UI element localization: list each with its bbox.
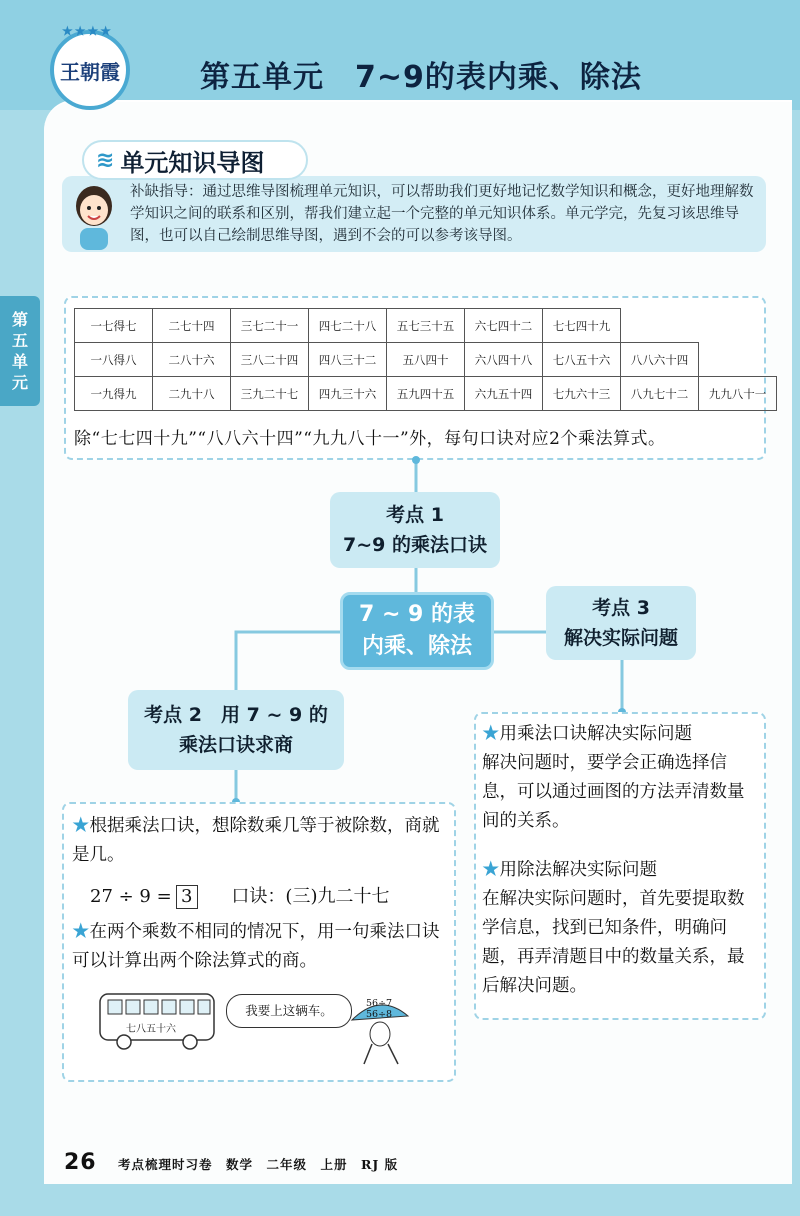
mindmap-point-2 (128, 690, 344, 770)
star-icon: ★ (72, 816, 90, 836)
node-line: 考点 2 用 7 ~ 9 的 (144, 704, 328, 726)
section-title: 单元知识导图 (120, 148, 265, 177)
table-cell: 四八三十二 (309, 343, 387, 377)
table-cell: 八九七十二 (621, 377, 699, 411)
footer-text: 考点梳理时习卷 数学 二年级 上册 RJ 版 (117, 1157, 399, 1172)
table-cell: 七八五十六 (543, 343, 621, 377)
node-line: 乘法口诀求商 (178, 734, 293, 756)
example-equation (90, 882, 389, 909)
right-item-2-title: 用除法解决实际问题 (499, 860, 657, 880)
table-cell: 六九五十四 (465, 377, 543, 411)
right-item-2 (482, 856, 760, 1001)
node-line: 考点 3 (592, 597, 650, 619)
side-tab-char: 元 (11, 373, 28, 392)
page-footer (64, 1150, 398, 1175)
koujue-text: 口诀：(三)九二十七 (231, 886, 390, 907)
waves-icon: ≋ (96, 147, 115, 173)
table-note: 除“七七四十九”“八八六十四”“九九八十一”外，每句口诀对应2个乘法算式。 (74, 429, 666, 449)
side-tab-char: 单 (11, 352, 28, 371)
mindmap-point-3 (546, 586, 696, 660)
right-item-1-title: 用乘法口诀解决实际问题 (499, 724, 692, 744)
side-tab-char: 五 (11, 331, 28, 350)
table-cell: 七九六十三 (543, 377, 621, 411)
star-icon: ★ (72, 922, 90, 942)
table-cell: 五九四十五 (387, 377, 465, 411)
table-cell: 一九得九 (75, 377, 153, 411)
logo-stars-icon: ★★★★ (62, 24, 114, 38)
table-cell: 三七二十一 (231, 309, 309, 343)
table-cell: 五七三十五 (387, 309, 465, 343)
table-cell: 一八得八 (75, 343, 153, 377)
equation-text: 27 ÷ 9 = (90, 886, 172, 907)
table-cell: 五八四十 (387, 343, 465, 377)
logo-text: 王朝霞 (60, 59, 120, 84)
table-cell: 二九十八 (153, 377, 231, 411)
node-line: 7~9 的乘法口诀 (343, 534, 487, 556)
table-cell: 六八四十八 (465, 343, 543, 377)
left-item-1-text: 根据乘法口诀，想除数乘几等于被除数，商就是几。 (72, 816, 440, 865)
side-tab-char: 第 (11, 310, 28, 329)
table-cell: 三九二十七 (231, 377, 309, 411)
node-line: 考点 1 (386, 504, 444, 526)
mindmap-point-1 (330, 492, 500, 568)
table-cell: 四七二十八 (309, 309, 387, 343)
right-item-1 (482, 720, 760, 836)
star-icon: ★ (482, 860, 500, 880)
table-cell: 二七十四 (153, 309, 231, 343)
table-cell: 六七四十二 (465, 309, 543, 343)
table-cell: 三八二十四 (231, 343, 309, 377)
hat-line: 56÷7 (366, 998, 393, 1009)
hat-line: 56÷8 (366, 1009, 393, 1020)
star-icon: ★ (482, 724, 500, 744)
right-item-2-text: 在解决实际问题时，首先要提取数学信息，找到已知条件，明确问题，再弄清题目中的数量关系，最后解决问题。 (482, 889, 745, 996)
table-cell: 九九八十一 (699, 377, 777, 411)
guide-text: 补缺指导：通过思维导图梳理单元知识，可以帮助我们更好地记忆数学知识和概念，更好地理解数学知识之间的联系和区别，帮我们建立起一个完整的单元知识体系。单元学完，先复习该思维导图，也可以自己绘制思维导图，遇到不会的可以参考该导图。 (130, 184, 754, 244)
node-line: 内乘、除法 (361, 634, 472, 659)
table-cell: 一七得七 (75, 309, 153, 343)
node-line: 解决实际问题 (563, 627, 678, 649)
page-number: 26 (64, 1150, 97, 1175)
table-cell: 四九三十六 (309, 377, 387, 411)
node-line: 7 ~ 9 的表 (358, 602, 476, 627)
mindmap-center (340, 592, 494, 670)
hat-label (366, 998, 392, 1020)
table-cell: 二八十六 (153, 343, 231, 377)
bus-label: 七八五十六 (126, 1024, 176, 1035)
left-item-1 (72, 812, 448, 870)
right-item-1-text: 解决问题时，要学会正确选择信息，可以通过画图的方法弄清数量间的关系。 (482, 753, 745, 831)
answer-box: 3 (176, 885, 198, 909)
table-cell: 八八六十四 (621, 343, 699, 377)
page-title: 第五单元 7~9的表内乘、除法 (200, 60, 642, 95)
table-cell: 七七四十九 (543, 309, 621, 343)
speech-bubble: 我要上这辆车。 (226, 994, 352, 1028)
left-item-2-text: 在两个乘数不相同的情况下，用一句乘法口诀可以计算出两个除法算式的商。 (72, 922, 440, 971)
left-item-2 (72, 918, 448, 976)
